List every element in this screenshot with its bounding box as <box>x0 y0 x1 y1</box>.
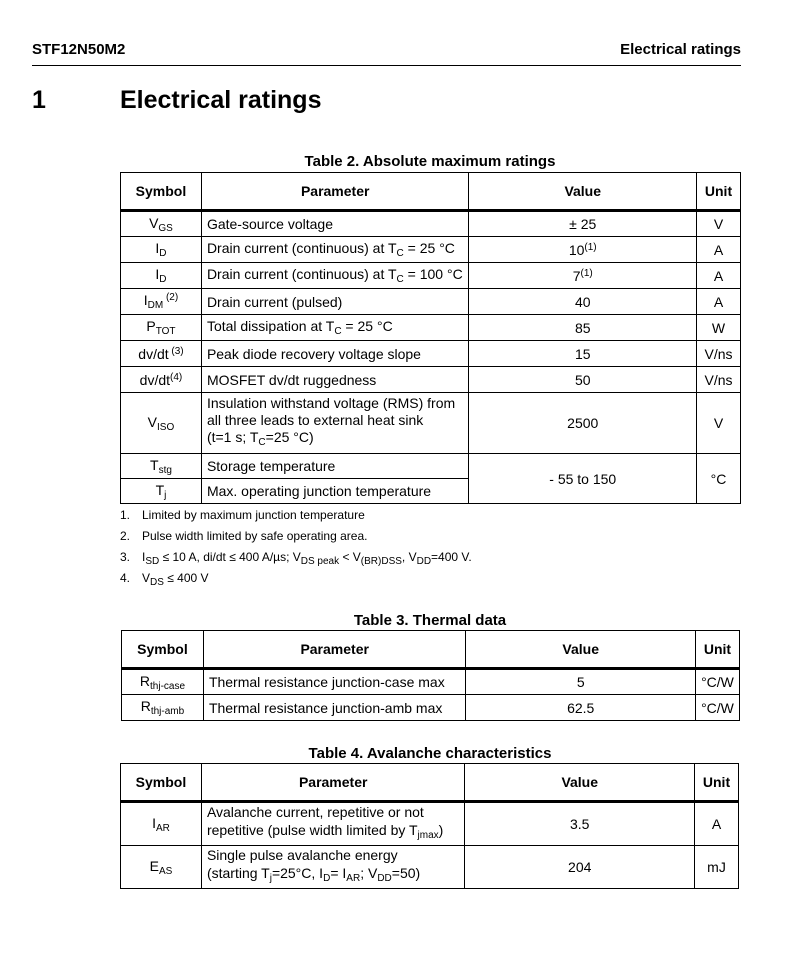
page-header <box>32 40 741 66</box>
table-row <box>121 237 741 263</box>
parameter-cell: Thermal resistance junction-amb max <box>203 695 466 721</box>
table-row <box>122 669 740 695</box>
symbol-cell: $I_D$ <box>121 237 202 263</box>
footnote: 3. $I_{SD} \le 10$ A, di/dt ≤ 400 A/µs; $V_{DS peak} < V_{(BR)DSS}$, $V_{DD}=400$ V. <box>120 550 472 567</box>
parameter-cell: Max. operating junction temperature <box>201 479 469 504</box>
symbol-cell: $R_{thj-case}$ <box>122 669 204 695</box>
section-title: Electrical ratings <box>120 86 322 114</box>
table-row <box>121 454 741 479</box>
unit-cell: A <box>697 289 741 315</box>
table-row <box>121 393 741 454</box>
symbol-cell: $R_{thj-amb}$ <box>122 695 204 721</box>
value-cell: 7$^{(1)}$ <box>469 263 697 289</box>
unit-cell: mJ <box>695 846 739 889</box>
header-symbol: Symbol <box>121 764 202 802</box>
header-unit: Unit <box>695 764 739 802</box>
symbol-cell: $V_{ISO}$ <box>121 393 202 454</box>
header-value: Value <box>466 631 696 669</box>
symbol-cell: $T_{stg}$ <box>121 454 202 479</box>
value-cell: 85 <box>469 315 697 341</box>
unit-cell: °C/W <box>695 695 739 721</box>
value-cell: 15 <box>469 341 697 367</box>
table2-caption: Table 2. Absolute maximum ratings <box>304 153 556 170</box>
unit-cell: °C <box>697 454 741 504</box>
parameter-cell: Gate-source voltage <box>201 211 469 237</box>
table-row <box>122 695 740 721</box>
absolute-maximum-ratings-table <box>120 172 741 504</box>
unit-cell: A <box>695 802 739 846</box>
value-cell: - 55 to 150 <box>469 454 697 504</box>
parameter-cell: Drain current (continuous) at $T_C = 25$ °C <box>201 237 469 263</box>
symbol-cell: $I_{DM}$ $^{(2)}$ <box>121 289 202 315</box>
table3-caption: Table 3. Thermal data <box>353 612 507 629</box>
header-unit: Unit <box>697 173 741 211</box>
table-footnotes <box>120 507 472 591</box>
value-cell: 204 <box>465 846 695 889</box>
symbol-cell: dv/dt $^{(3)}$ <box>121 341 202 367</box>
table-row <box>121 263 741 289</box>
parameter-cell: Drain current (pulsed) <box>201 289 469 315</box>
parameter-cell: Storage temperature <box>201 454 469 479</box>
parameter-cell: Single pulse avalanche energy (starting $T_j=25^\circ C$, $I_D= I_{AR}$; $V_{DD}=50$) <box>201 846 465 889</box>
symbol-cell: $E_{AS}$ <box>121 846 202 889</box>
parameter-cell: Drain current (continuous) at $T_C = 100$ °C <box>201 263 469 289</box>
table-header-row <box>121 173 741 211</box>
symbol-cell: $T_j$ <box>121 479 202 504</box>
table-row <box>121 341 741 367</box>
header-parameter: Parameter <box>201 173 469 211</box>
parameter-cell: Insulation withstand voltage (RMS) from all three leads to external heat sink (t=1 s; $T_C=25$ °C) <box>201 393 469 454</box>
table4-caption: Table 4. Avalanche characteristics <box>308 745 552 762</box>
table-header-row <box>122 631 740 669</box>
value-cell: 2500 <box>469 393 697 454</box>
value-cell: ± 25 <box>469 211 697 237</box>
table-row <box>121 802 739 846</box>
unit-cell: V <box>697 211 741 237</box>
header-parameter: Parameter <box>203 631 466 669</box>
parameter-cell: Thermal resistance junction-case max <box>203 669 466 695</box>
thermal-data-table <box>121 630 740 721</box>
header-symbol: Symbol <box>122 631 204 669</box>
unit-cell: V/ns <box>697 367 741 393</box>
symbol-cell: $I_{AR}$ <box>121 802 202 846</box>
value-cell: 5 <box>466 669 696 695</box>
unit-cell: W <box>697 315 741 341</box>
footnote: 4. $V_{DS} \le 400$ V <box>120 571 209 588</box>
unit-cell: V <box>697 393 741 454</box>
unit-cell: A <box>697 237 741 263</box>
header-unit: Unit <box>695 631 739 669</box>
document-part-number: STF12N50M2 <box>32 41 126 58</box>
table-row <box>121 367 741 393</box>
symbol-cell: $I_D$ <box>121 263 202 289</box>
symbol-cell: $V_{GS}$ <box>121 211 202 237</box>
header-section-title: Electrical ratings <box>620 41 741 58</box>
value-cell: 40 <box>469 289 697 315</box>
table-row <box>121 289 741 315</box>
parameter-cell: Peak diode recovery voltage slope <box>201 341 469 367</box>
header-symbol: Symbol <box>121 173 202 211</box>
unit-cell: V/ns <box>697 341 741 367</box>
parameter-cell: Total dissipation at $T_C = 25$ °C <box>201 315 469 341</box>
parameter-cell: MOSFET dv/dt ruggedness <box>201 367 469 393</box>
unit-cell: A <box>697 263 741 289</box>
footnote: 1. Limited by maximum junction temperature <box>120 508 365 522</box>
value-cell: 10$^{(1)}$ <box>469 237 697 263</box>
header-value: Value <box>469 173 697 211</box>
table-row <box>121 211 741 237</box>
table-row <box>121 315 741 341</box>
value-cell: 50 <box>469 367 697 393</box>
symbol-cell: $P_{TOT}$ <box>121 315 202 341</box>
table-row <box>121 846 739 889</box>
header-value: Value <box>465 764 695 802</box>
symbol-cell: $dv/dt^{(4)}$ <box>121 367 202 393</box>
section-number: 1 <box>32 86 46 114</box>
parameter-cell: Avalanche current, repetitive or not repetitive (pulse width limited by $T_{jmax}$) <box>201 802 465 846</box>
table-header-row <box>121 764 739 802</box>
unit-cell: °C/W <box>695 669 739 695</box>
footnote: 2. Pulse width limited by safe operating area. <box>120 529 368 543</box>
value-cell: 3.5 <box>465 802 695 846</box>
avalanche-characteristics-table <box>120 763 739 889</box>
header-parameter: Parameter <box>201 764 465 802</box>
value-cell: 62.5 <box>466 695 696 721</box>
